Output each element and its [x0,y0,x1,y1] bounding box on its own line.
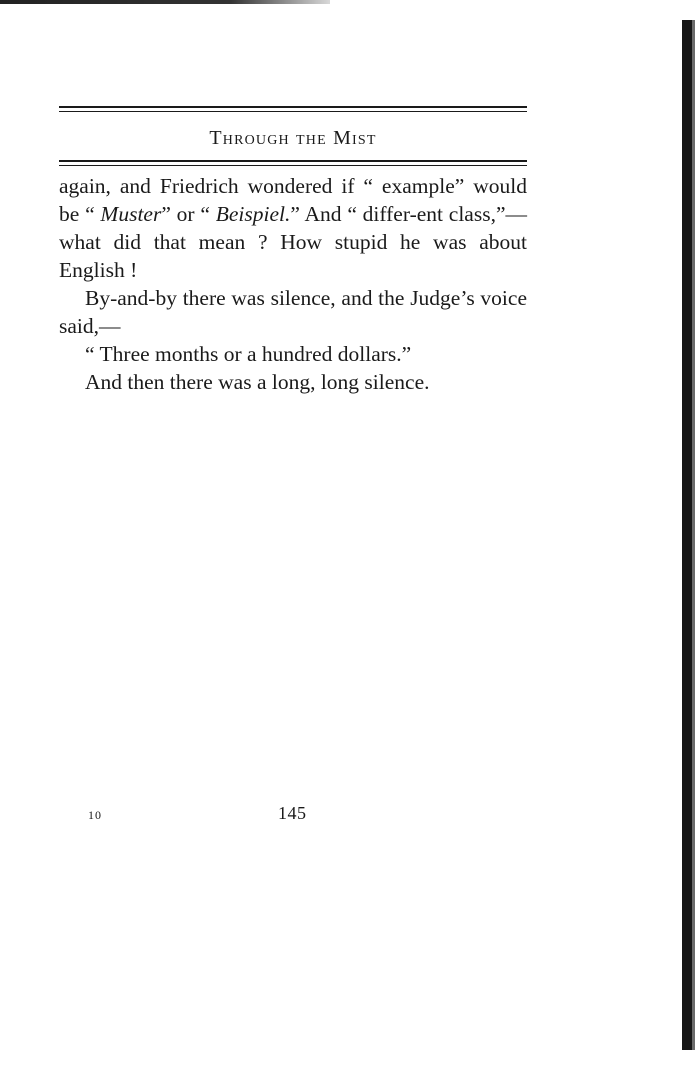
text-segment: again, and Friedrich wondered if “ example” would be “ [59,174,527,226]
italic-word-muster: Muster [100,202,162,226]
running-head: Through the Mist [209,127,377,149]
rule-line [59,111,527,113]
text-segment: ” or “ [161,202,216,226]
page-right-edge-highlight [692,20,695,1050]
text-segment: ” And “ differ-ent class,”—what did that mean ? How stupid he was about English ! [59,202,528,282]
header-bottom-double-rule [59,160,527,167]
paragraph: By-and-by there was silence, and the Judge’s voice said,— [59,286,527,338]
paragraph-continued [59,172,527,284]
paragraph: “ Three months or a hundred dollars.” [85,342,412,366]
page-top-edge-shadow [0,0,330,4]
page-right-edge-shadow [682,20,692,1050]
italic-word-beispiel: Beispiel. [215,202,291,226]
body-text [59,172,527,396]
page-number: 145 [278,803,307,823]
rule-line [59,165,527,167]
paragraph: And then there was a long, long silence. [85,370,430,394]
rule-line [59,106,527,108]
page-header [59,106,527,167]
signature-mark: 10 [88,808,102,822]
rule-line [59,160,527,162]
header-top-double-rule [59,106,527,113]
